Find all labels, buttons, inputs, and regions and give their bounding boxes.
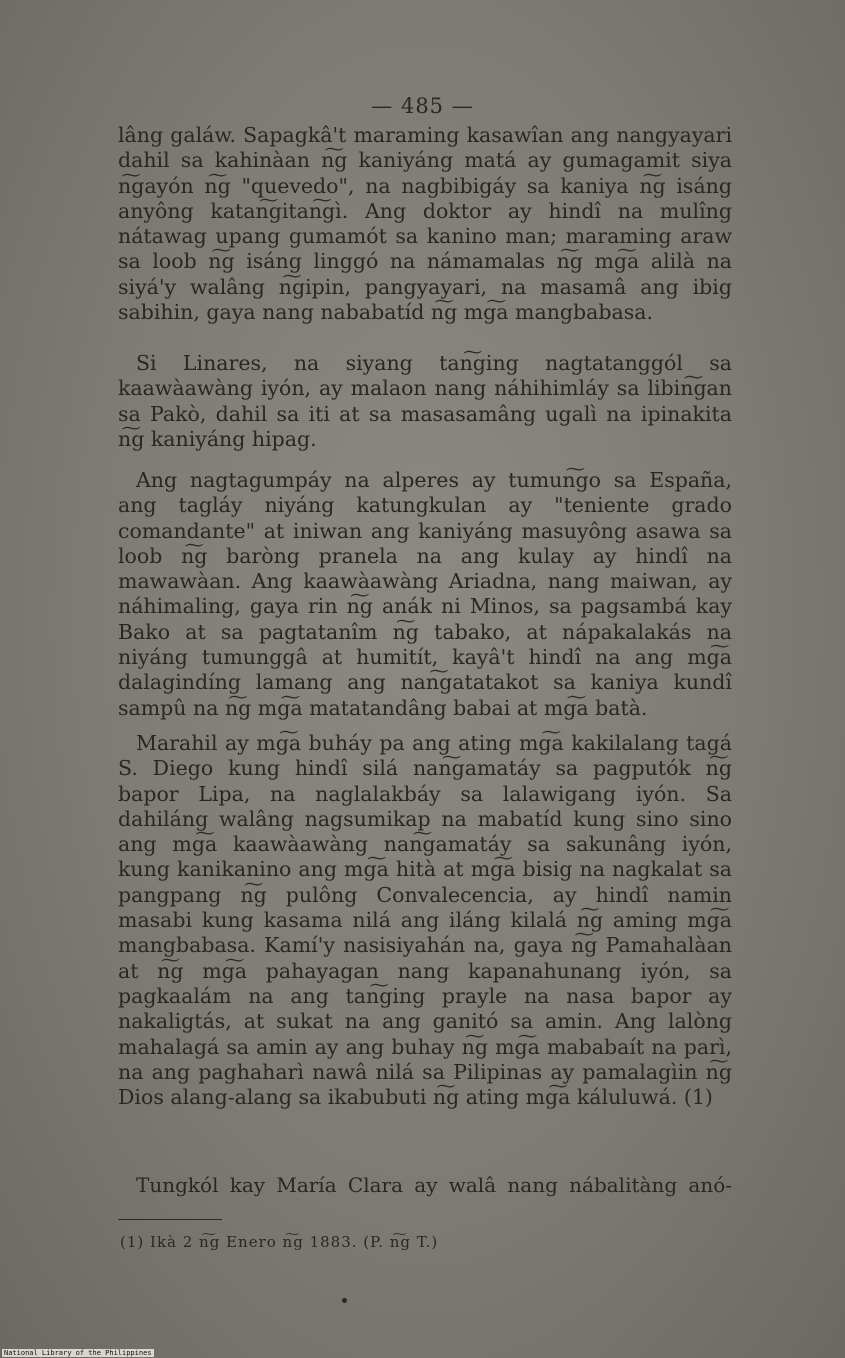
paragraph-3: Ang nagtagumpáy na alperes ay tumun͠go sa España, ang tagláy niyáng katungkulan ay "teniente grado comandante" at iniwan ang kaniyáng masuyông asawa sa loob n͠g baròng pranela na ang kulay ay hindî na mawawàan. Ang kaawàawàng Ariadna, nang maiwan, ay náhimaling, gaya rin n͠g anák ni Minos, sa pagsambá kay Bako at sa pagtatanîm n͠g tabako, at nápakalakás na niyáng tumunggâ at humitít, kayâ't hindî na ang mg͠a dalagindíng lamang ang nan͠gatatakot sa kaniya kundî sampû na n͠g mg͠a matatandâng babai at mg͠a batà. <box>118 468 732 720</box>
page-number: — 485 — <box>371 94 474 118</box>
library-credit: National Library of the Philippines <box>4 1349 152 1357</box>
footnote: (1) Ikà 2 n͠g Enero n͠g 1883. (P. n͠g T.) <box>120 1233 439 1251</box>
paragraph-2: Si Linares, na siyang tan͠ging nagtatanggól sa kaawàawàng iyón, ay malaon nang náhihimláy sa libin͠gan sa Pakò, dahil sa iti at sa masasamâng ugalì na ipinakita n͠g kaniyáng hipag. <box>118 351 732 451</box>
footnote-divider <box>118 1219 222 1220</box>
paragraph-1: lâng galáw. Sapagkâ't maraming kasawîan ang nangyayari dahil sa kahinàan n͠g kaniyáng matá ay gumagamit siya n͠gayón n͠g "quevedo", na nagbibigáy sa kaniya n͠g isáng anyông katan͠gitan͠gì. Ang doktor ay hindî na mulîng nátawag upang gumamót sa kanino man; maraming araw sa loob n͠g isáng linggó na námamalas n͠g mg͠a alilà na siyá'y walâng n͠gipin, pangyayari, na masamâ ang ibig sabihin, gaya nang nababatíd n͠g mg͠a mangbabasa. <box>118 123 732 325</box>
continuation-line: Tungkól kay María Clara ay walâ nang nábalitàng anó- <box>136 1173 732 1197</box>
paragraph-4: Marahil ay mg͠a buháy pa ang ating mg͠a kakilalang tagá S. Diego kung hindî silá nan͠gamatáy sa pagputók n͠g bapor Lipa, na naglalakbáy sa lalawigang iyón. Sa dahiláng walâng nagsumikap na mabatíd kung sino sino ang mg͠a kaawàawàng nan͠gamatáy sa sakunâng iyón, kung kanikanino ang mg͠a hità at mg͠a bisig na nagkalat sa pangpang n͠g pulông Convalecencia, ay hindî namin masabi kung kasama nilá ang iláng kilalá n͠g aming mg͠a mangbabasa. Kamí'y nasisiyahán na, gaya n͠g Pamahalàan at n͠g mg͠a pahayagan nang kapanahunang iyón, sa pagkaalám na ang tan͠ging prayle na nasa bapor ay nakaligtás, at sukat na ang ganitó sa amin. Ang lalòng mahalagá sa amin ay ang buhay n͠g mg͠a mababaít na parì, na ang paghaharì nawâ nilá sa Pilipinas ay pamalagìin n͠g Dios alang-alang sa ikabubuti n͠g ating mg͠a káluluwá. (1) <box>118 731 732 1110</box>
ink-dot <box>342 1298 347 1303</box>
